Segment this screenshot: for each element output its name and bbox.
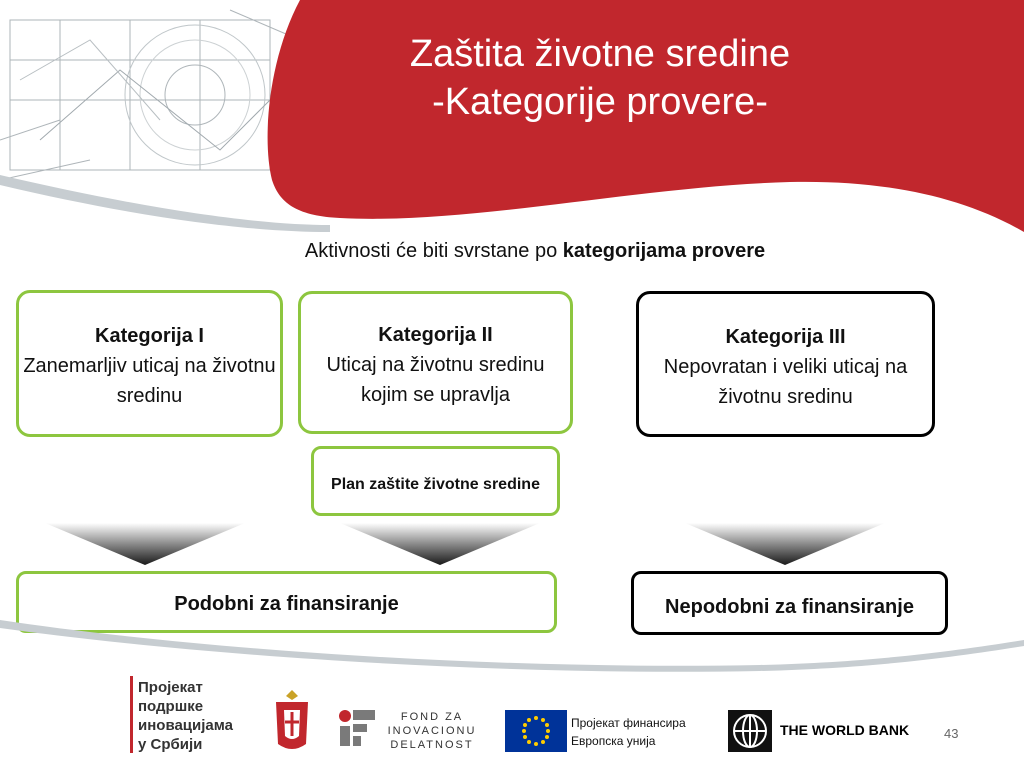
fond-line-3: DELATNOST	[390, 739, 474, 751]
eligible-outcome-box: Podobni za finansiranje	[16, 571, 557, 633]
title-line-2: -Kategorije provere-	[432, 81, 768, 123]
eu-logo-text	[571, 714, 686, 750]
world-bank-text: THE WORLD BANK	[780, 722, 910, 738]
fond-logo-icon	[336, 706, 378, 748]
category-2-heading: Kategorija II	[378, 324, 493, 346]
eu-flag-icon	[505, 710, 567, 752]
category-3-box	[636, 291, 935, 437]
ineligible-outcome-box: Nepodobni za finansiranje	[631, 571, 948, 635]
footer-swoosh	[0, 610, 1024, 680]
page-number: 43	[944, 726, 959, 741]
project-logo-bar	[130, 676, 133, 753]
world-bank-globe-icon	[728, 710, 772, 752]
slide-title	[300, 30, 900, 126]
engineering-drawing-illustration	[0, 10, 300, 180]
intro-prefix: Aktivnosti će biti svrstane po	[304, 240, 563, 262]
project-line-2: подршке	[138, 698, 204, 715]
category-1-heading: Kategorija I	[95, 325, 204, 347]
intro-text	[200, 240, 870, 263]
title-line-1: Zaštita životne sredine	[409, 33, 791, 75]
coat-of-arms-icon	[272, 686, 312, 754]
category-2-box	[298, 291, 573, 434]
category-3-text: Nepovratan i veliki uticaj na životnu sredinu	[663, 356, 908, 408]
environmental-plan-box: Plan zaštite životne sredine	[311, 446, 560, 516]
project-line-4: у Србији	[138, 736, 203, 753]
category-1-box	[16, 290, 283, 437]
eu-line-2: Европска унија	[571, 734, 656, 748]
intro-bold: kategorijama provere	[562, 240, 766, 262]
project-line-1: Пројекат	[138, 679, 203, 696]
flow-arrows	[0, 515, 1024, 575]
fond-line-1: FOND ZA	[400, 711, 464, 723]
category-3-heading: Kategorija III	[725, 326, 846, 348]
arrow-down-icon-2	[340, 523, 540, 565]
project-line-3: иновацијама	[138, 717, 234, 734]
category-2-text: Uticaj na životnu sredinu kojim se upravlja	[326, 354, 545, 406]
fond-logo-text	[382, 710, 482, 752]
fond-line-2: INOVACIONU	[387, 725, 477, 737]
arrow-down-icon-3	[685, 523, 885, 565]
category-1-text: Zanemarljiv uticaj na životnu sredinu	[23, 355, 276, 407]
project-logo-text	[138, 678, 233, 754]
eu-line-1: Пројекат финансира	[571, 716, 686, 730]
arrow-down-icon-1	[45, 523, 245, 565]
